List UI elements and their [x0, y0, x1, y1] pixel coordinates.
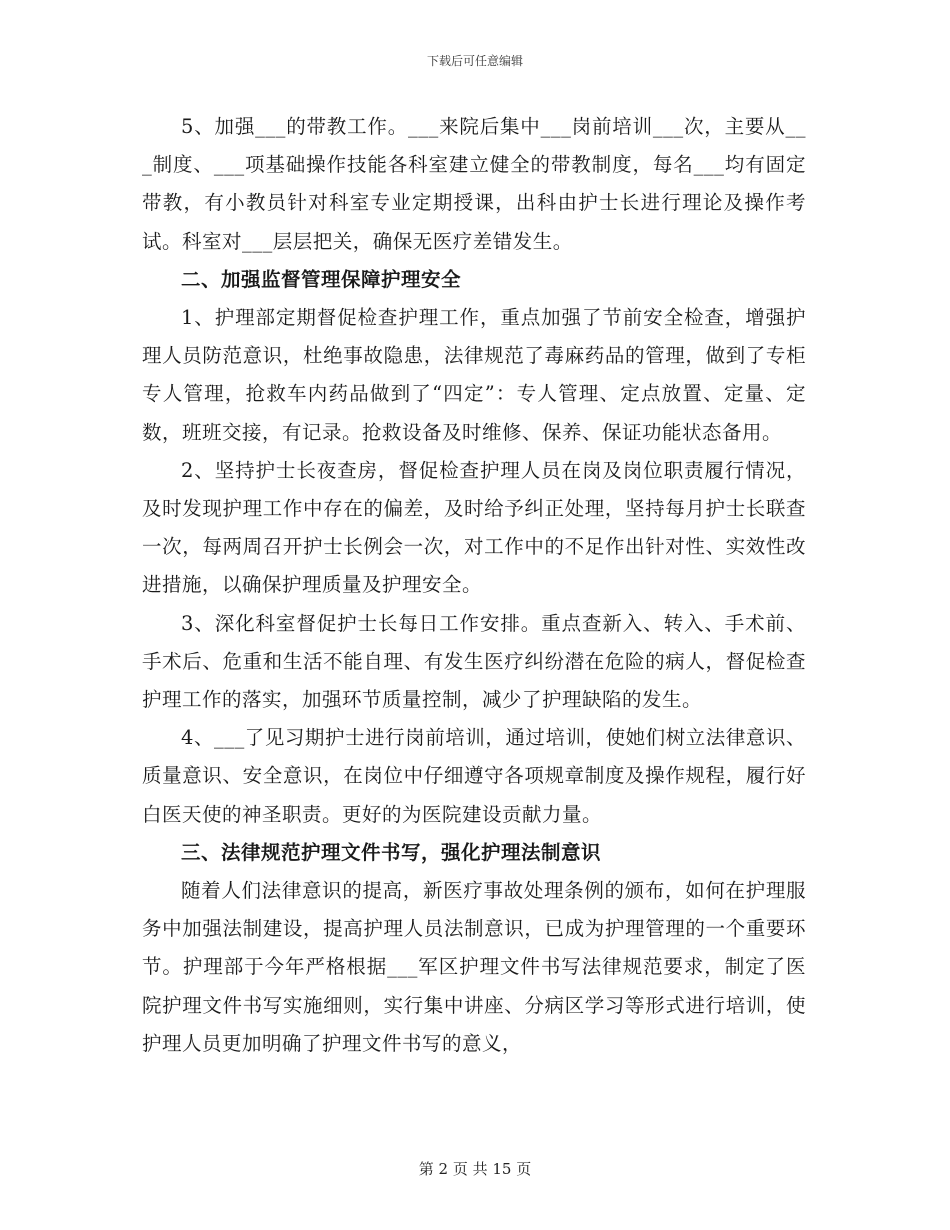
section-heading-3: 三、法律规范护理文件书写，强化护理法制意识 — [181, 840, 602, 864]
page-header-note: 下载后可任意编辑 — [426, 54, 523, 68]
paragraph-night-rounds: 2、坚持护士长夜查房，督促检查护理人员在岗及岗位职责履行情况，及时发现护理工作中存在的偏差，及时给予纠正处理，坚持每月护士长联查一次，每两周召开护士长例会一次，对工作中的不足作出针对性、实效性改进措施，以确保护理质量及护理安全。 — [142, 458, 806, 597]
document-body — [142, 108, 806, 1063]
paragraph-safety-check: 1、护理部定期督促检查护理工作，重点加强了节前安全检查，增强护理人员防范意识，杜绝事故隐患，法律规范了毒麻药品的管理，做到了专柜专人管理，抢救车内药品做到了“四定”：专人管理、定点放置、定量、定数，班班交接，有记录。抢救设备及时维修、保养、保证功能状态备用。 — [142, 306, 806, 444]
paragraph-trainee-training: 4、___了见习期护士进行岗前培训，通过培训，使她们树立法律意识、质量意识、安全意识，在岗位中仔细遵守各项规章制度及操作规程，履行好白医天使的神圣职责。更好的为医院建设贡献力量。 — [142, 726, 806, 826]
paragraph-legal-awareness: 随着人们法律意识的提高，新医疗事故处理条例的颁布，如何在护理服务中加强法制建设，提高护理人员法制意识，已成为护理管理的一个重要环节。护理部于今年严格根据___军区护理文件书写法律规范要求，制定了医院护理文件书写实施细则，实行集中讲座、分病区学习等形式进行培训，使护理人员更加明确了护理文件书写的意义， — [142, 879, 806, 1055]
page-number: 第 2 页 共 15 页 — [418, 1160, 532, 1178]
section-heading-2: 二、加强监督管理保障护理安全 — [181, 267, 462, 291]
paragraph-teaching: 5、加强___的带教工作。___来院后集中___岗前培训___次，主要从___制度、___项基础操作技能各科室建立健全的带教制度，每名___均有固定带教，有小教员针对科室专业定期授课，出科由护士长进行理论及操作考试。科室对___层层把关，确保无医疗差错发生。 — [142, 115, 806, 253]
paragraph-daily-schedule: 3、深化科室督促护士长每日工作安排。重点查新入、转入、手术前、手术后、危重和生活不能自理、有发生医疗纠纷潜在危险的病人，督促检查护理工作的落实，加强环节质量控制，减少了护理缺陷的发生。 — [142, 611, 806, 712]
